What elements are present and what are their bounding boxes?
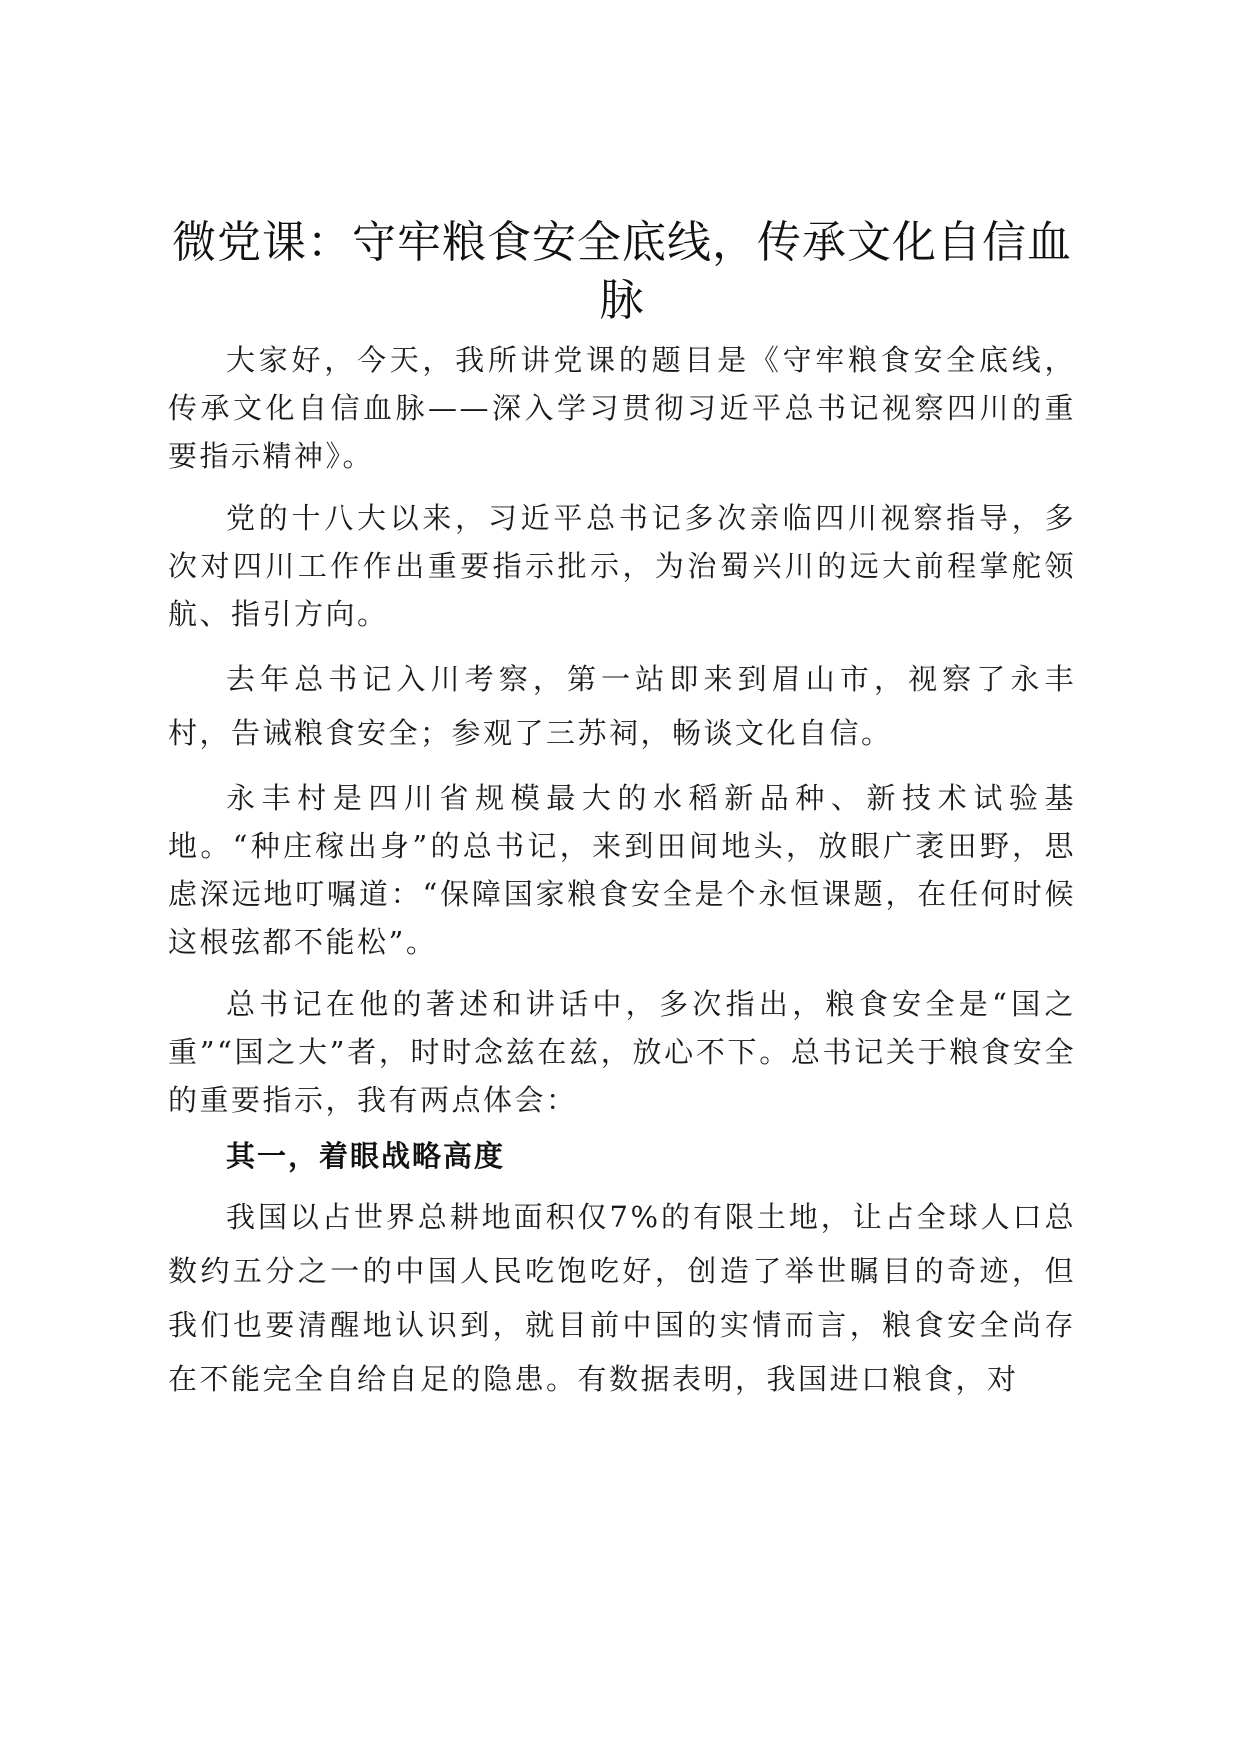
paragraph-strategic-height: 我国以占世界总耕地面积仅7%的有限土地，让占全球人口总数约五分之一的中国人民吃饱吃好，创造了举世瞩目的奇迹，但我们也要清醒地认识到，就目前中国的实情而言，粮食安全尚存在不能完全自给自足的隐患。有数据表明，我国进口粮食，对	[168, 1200, 1076, 1396]
paragraph-background: 党的十八大以来，习近平总书记多次亲临四川视察指导，多次对四川工作作出重要指示批示，为治蜀兴川的远大前程掌舵领航、指引方向。	[168, 501, 1076, 631]
paragraph-inspection: 去年总书记入川考察，第一站即来到眉山市，视察了永丰村，告诫粮食安全；参观了三苏祠，畅谈文化自信。	[168, 662, 1076, 750]
paragraph-food-security: 总书记在他的著述和讲话中，多次指出，粮食安全是“国之重”“国之大”者，时时念兹在兹，放心不下。总书记关于粮食安全的重要指示，我有两点体会：	[168, 987, 1076, 1117]
paragraph-intro: 大家好，今天，我所讲党课的题目是《守牢粮食安全底线，传承文化自信血脉——深入学习贯彻习近平总书记视察四川的重要指示精神》。	[168, 343, 1076, 473]
document-title: 微党课：守牢粮食安全底线，传承文化自信血脉	[172, 217, 1072, 326]
paragraph-yongfeng-village: 永丰村是四川省规模最大的水稻新品种、新技术试验基地。“种庄稼出身”的总书记，来到田间地头，放眼广袤田野，思虑深远地叮嘱道：“保障国家粮食安全是个永恒课题，在任何时候这根弦都不能松”。	[168, 781, 1076, 959]
document-body	[168, 214, 1076, 1420]
section-heading: 其一，着眼战略高度	[226, 1139, 506, 1173]
